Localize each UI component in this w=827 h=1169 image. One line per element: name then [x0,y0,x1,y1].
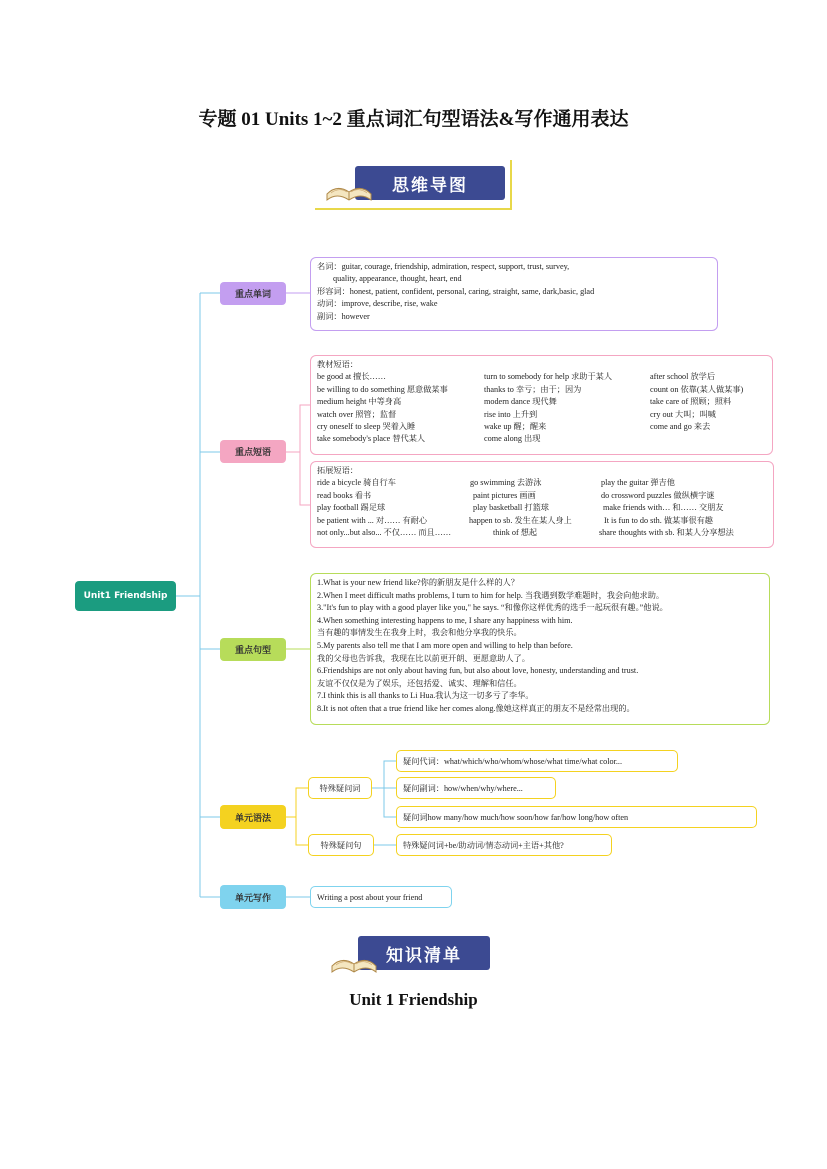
phrase-row [317,433,766,445]
phrase-row [317,384,766,396]
phrase: take care of 照顾；照料 [650,397,732,407]
vocab-line: 名词：guitar, courage, friendship, admiration, respect, support, trust, survey, [317,262,570,271]
phrase: come along 出现 [484,434,541,444]
sentence-line: 我的父母也告诉我，我现在比以前更开朗、更愿意助人了。 [317,653,530,663]
grammar-adverbs: 疑问副词：how/when/why/where... [396,777,556,799]
grammar-phrases: 疑问词how many/how much/how soon/how far/how long/how often [396,806,757,828]
sentence-line: 5.My parents also tell me that I am more open and willing to help than before. [317,640,573,650]
page-title: 专题 01 Units 1~2 重点词汇句型语法&写作通用表达 [198,109,629,130]
branch-writing: 单元写作 [220,885,286,909]
vocab-box [310,257,718,331]
extended-phrases-box [310,461,774,548]
phrase: paint pictures 画画 [473,490,536,500]
phrase-row [317,490,767,502]
phrase: make friends with… 和…… 交朋友 [603,503,724,513]
sentence-line: 6.Friendships are not only about having fun, but also about love, honesty, understanding and trust. [317,666,639,676]
phrase-row [317,502,767,514]
phrase: ride a bicycle 骑自行车 [317,478,396,488]
branch-phrases: 重点短语 [220,440,286,463]
phrase: play football 踢足球 [317,503,386,513]
sentence-line: 当有趣的事情发生在我身上时，我会和他分享我的快乐。 [317,628,522,638]
sentence-line: 8.It is not often that a true friend like her comes along.像她这样真正的朋友不是经常出现的。 [317,703,635,713]
phrase: rise into 上升到 [484,409,538,419]
phrase: count on 依靠(某人做某事) [650,384,744,394]
grammar-pronouns: 疑问代词：what/which/who/whom/whose/what time/what color... [396,750,678,772]
phrase: medium height 中等身高 [317,397,402,407]
sentence-line: 友谊不仅仅是为了娱乐，还包括爱、诚实、理解和信任。 [317,678,522,688]
phrase-row [317,371,766,383]
phrase-row [317,477,767,489]
banner-label: 思维导图 [355,166,505,200]
phrase: watch over 照管；监督 [317,409,397,419]
section-subtitle: Unit 1 Friendship [349,990,478,1009]
phrase: modern dance 现代舞 [484,397,557,407]
textbook-phrases-box [310,355,773,455]
phrase: play basketball 打篮球 [473,503,549,513]
phrase: read books 看书 [317,490,372,500]
sentence-line: 3."It's fun to play with a good player like you," he says. “和像你这样优秀的选手一起玩很有趣。”他说。 [317,603,668,613]
sentence-line: 2.When I meet difficult maths problems, I turn to him for help. 当我遇到数学难题时，我会向他求助。 [317,590,665,600]
textbook-phrases-heading: 教材短语： [317,360,358,369]
phrase-row [317,421,766,433]
extended-phrases-heading: 拓展短语： [317,466,358,475]
phrase: come and go 来去 [650,422,711,432]
grammar-special-words: 特殊疑问词 [308,777,372,799]
sentence-line: 4.When something interesting happens to me, I share any happiness with him. [317,615,573,625]
phrase: after school 放学后 [650,372,716,382]
phrase-row [317,515,767,527]
phrase: cry out 大叫；叫喊 [650,409,716,419]
phrase: be patient with ... 对…… 有耐心 [317,515,428,525]
phrase: be good at 擅长…… [317,372,386,382]
phrase: share thoughts with sb. 和某人分享想法 [599,528,734,538]
phrase-row [317,527,767,539]
writing-box: Writing a post about your friend [310,886,452,908]
vocab-line: 动词：improve, describe, rise, wake [317,299,438,309]
branch-vocab: 重点单词 [220,282,286,305]
phrase: play the guitar 弹吉他 [601,478,675,488]
root-node: Unit1 Friendship [75,581,176,611]
grammar-structure: 特殊疑问词+be/助动词/情态动词+主语+其他? [396,834,612,856]
phrase: cry oneself to sleep 哭着入睡 [317,422,416,432]
phrase: It is fun to do sth. 做某事很有趣 [604,515,713,525]
phrase: happen to sb. 发生在某人身上 [469,515,572,525]
phrase: wake up 醒；醒来 [484,422,547,432]
phrase-row [317,396,766,408]
phrase: be willing to do something 愿意做某事 [317,384,448,394]
branch-grammar: 单元语法 [220,805,286,829]
vocab-line: quality, appearance, thought, heart, end [333,274,462,284]
grammar-special-questions: 特殊疑问句 [308,834,374,856]
phrase: think of 想起 [493,528,538,538]
vocab-line: 形容词：honest, patient, confident, personal, caring, straight, same, dark,basic, glad [317,286,595,296]
phrase: do crossword puzzles 做纵横字谜 [601,490,715,500]
phrase: thanks to 幸亏；由于；因为 [484,384,582,394]
checklist-banner [330,932,500,972]
phrase: turn to somebody for help 求助于某人 [484,372,613,382]
branch-sentences: 重点句型 [220,638,286,661]
phrase: take somebody's place 替代某人 [317,434,426,444]
vocab-line: 副词：however [317,311,370,321]
phrase: not only...but also... 不仅…… 而且…… [317,528,452,538]
book-icon [330,946,378,976]
sentence-line: 1.What is your new friend like?你的新朋友是什么样的人？ [317,578,519,587]
banner-label: 知识清单 [358,936,490,970]
phrase-row [317,409,766,421]
phrase: go swimming 去游泳 [470,478,542,488]
sentences-box [310,573,770,725]
sentence-line: 7.I think this is all thanks to Li Hua.我认为这一切多亏了李华。 [317,691,534,701]
